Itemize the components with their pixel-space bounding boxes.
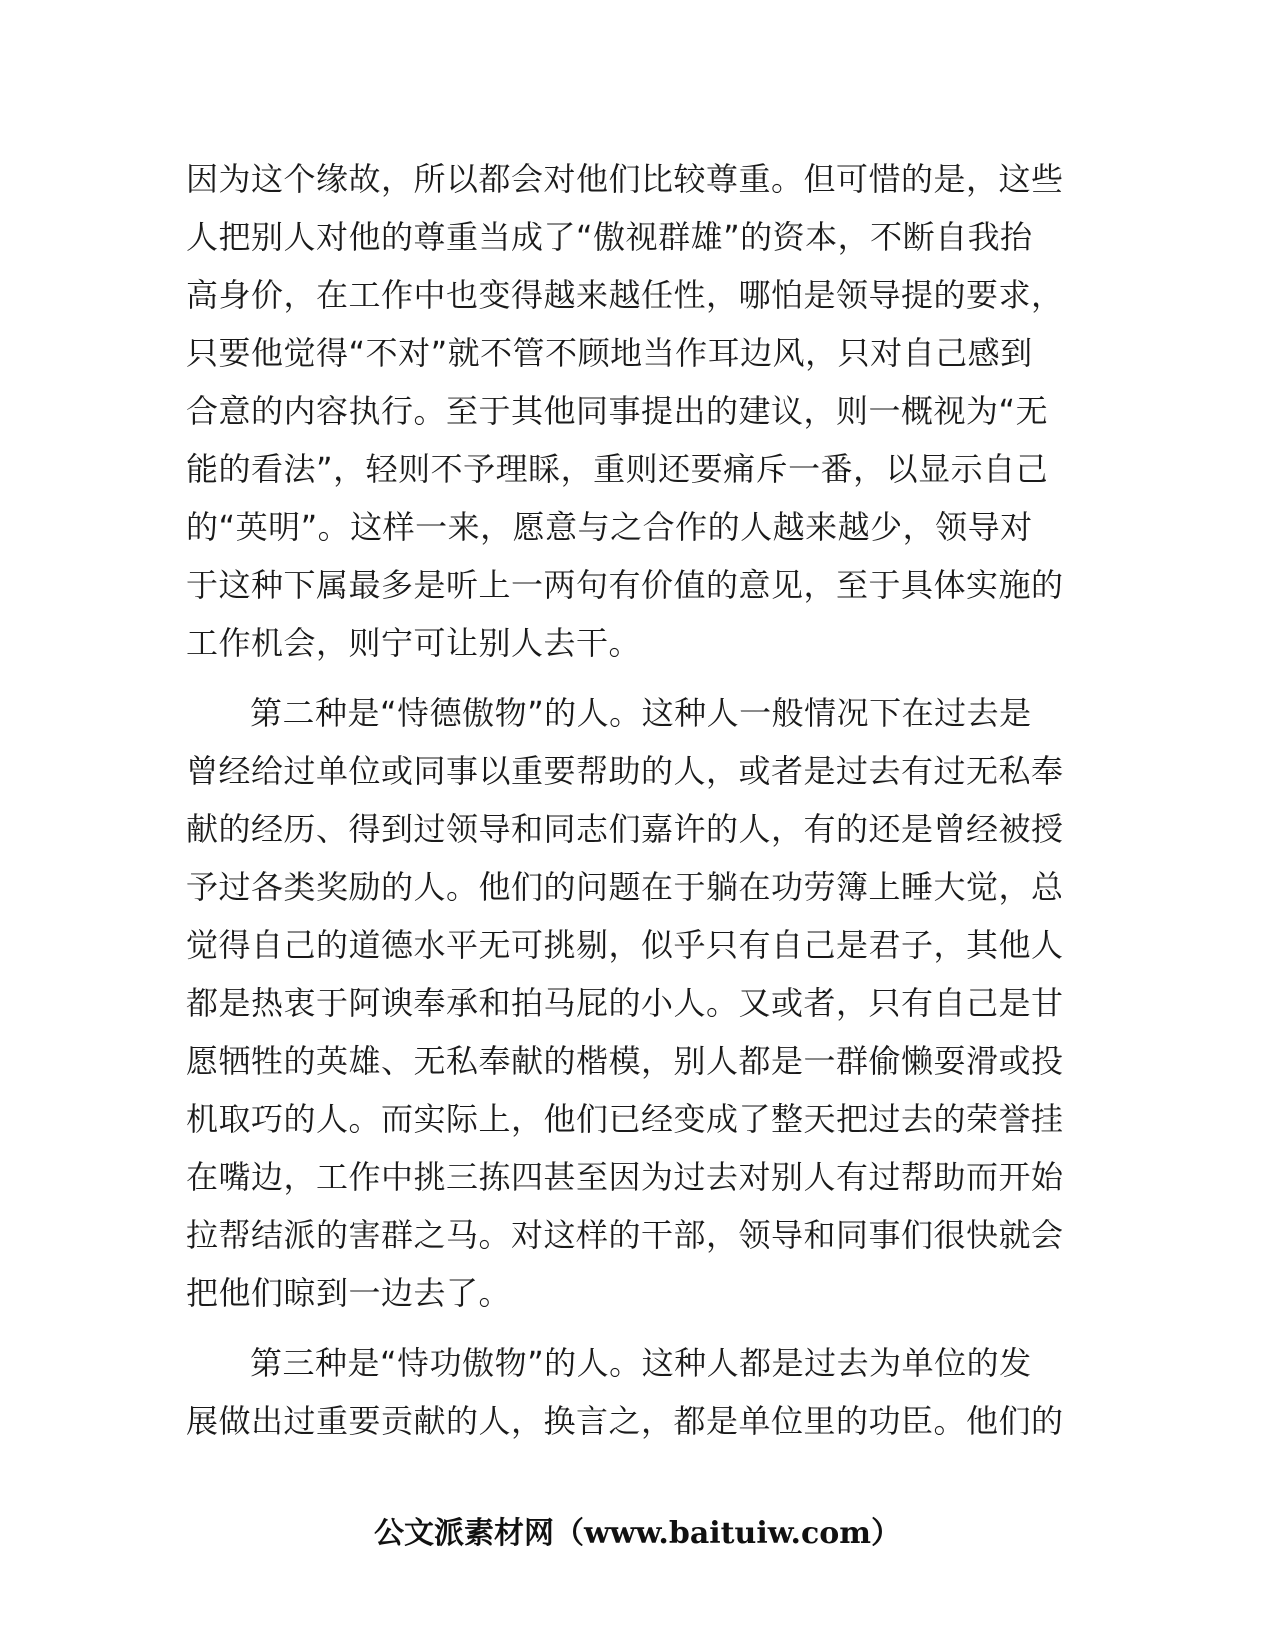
text-line: 展做出过重要贡献的人，换言之，都是单位里的功臣。他们的 [186, 1402, 1064, 1440]
text-line: 只要他觉得“不对”就不管不顾地当作耳边风，只对自己感到 [186, 334, 1033, 372]
text-line: 机取巧的人。而实际上，他们已经变成了整天把过去的荣誉挂 [186, 1100, 1064, 1138]
text-line: 都是热衷于阿谀奉承和拍马屁的小人。又或者，只有自己是甘 [186, 984, 1064, 1022]
paragraph-1 [186, 150, 1086, 672]
text-line: 愿牺牲的英雄、无私奉献的楷模，别人都是一群偷懒耍滑或投 [186, 1042, 1064, 1080]
paragraph-spacer [186, 1322, 1086, 1334]
text-line: 予过各类奖励的人。他们的问题在于躺在功劳簿上睡大觉，总 [186, 868, 1064, 906]
body-text [186, 150, 1086, 1450]
text-line: 拉帮结派的害群之马。对这样的干部，领导和同事们很快就会 [186, 1216, 1064, 1254]
text-line: 人把别人对他的尊重当成了“傲视群雄”的资本，不断自我抬 [186, 218, 1033, 256]
footer-watermark: 公文派素材网（www.baituiw.com） [373, 1516, 902, 1551]
text-line: 工作机会，则宁可让别人去干。 [186, 624, 642, 662]
paragraph-spacer [186, 672, 1086, 684]
text-line: 第三种是“恃功傲物”的人。这种人都是过去为单位的发 [250, 1344, 1032, 1382]
paragraph-2 [186, 684, 1086, 1322]
text-line: 合意的内容执行。至于其他同事提出的建议，则一概视为“无 [186, 392, 1049, 430]
text-line: 因为这个缘故，所以都会对他们比较尊重。但可惜的是，这些 [186, 160, 1064, 198]
text-line: 第二种是“恃德傲物”的人。这种人一般情况下在过去是 [250, 694, 1032, 732]
text-line: 觉得自己的道德水平无可挑剔，似乎只有自己是君子，其他人 [186, 926, 1064, 964]
text-line: 曾经给过单位或同事以重要帮助的人，或者是过去有过无私奉 [186, 752, 1064, 790]
text-line: 在嘴边，工作中挑三拣四甚至因为过去对别人有过帮助而开始 [186, 1158, 1064, 1196]
text-line: 能的看法”，轻则不予理睬，重则还要痛斥一番，以显示自己 [186, 450, 1049, 488]
text-line: 把他们晾到一边去了。 [186, 1274, 512, 1312]
text-line: 高身价，在工作中也变得越来越任性，哪怕是领导提的要求， [186, 276, 1064, 314]
text-line: 的“英明”。这样一来，愿意与之合作的人越来越少，领导对 [186, 508, 1033, 546]
paragraph-3 [186, 1334, 1086, 1450]
text-line: 于这种下属最多是听上一两句有价值的意见，至于具体实施的 [186, 566, 1064, 604]
text-line: 献的经历、得到过领导和同志们嘉许的人，有的还是曾经被授 [186, 810, 1064, 848]
